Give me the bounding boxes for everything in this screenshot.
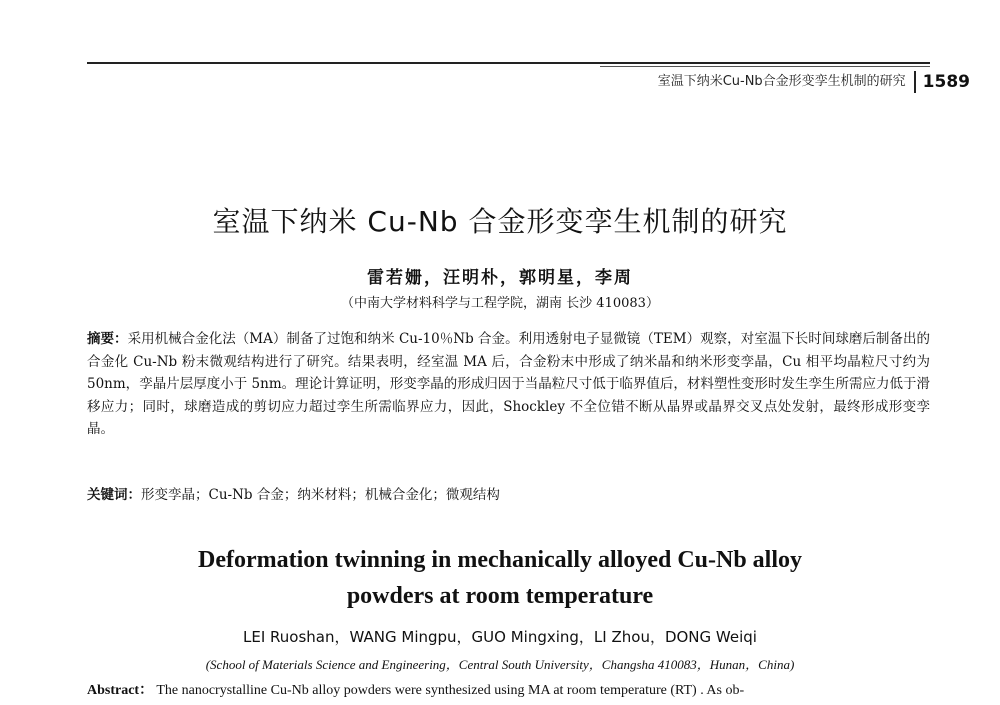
chinese-abstract-label: 摘要：	[87, 331, 128, 347]
english-title-line2: powders at room temperature	[346, 583, 654, 609]
chinese-authors: 雷若姗，汪明朴，郭明星，李周	[367, 268, 633, 288]
english-abstract	[87, 681, 930, 701]
chinese-abstract	[87, 328, 930, 441]
english-authors: LEI Ruoshan，WANG Mingpu，GUO Mingxing，LI Zhou，DONG Weiqi	[243, 628, 757, 646]
english-abstract-text: The nanocrystalline Cu-Nb alloy powders were synthesized using MA at room temperature (RT) . As ob-	[156, 683, 745, 698]
page-number: 1589	[922, 72, 970, 92]
english-affiliation: (School of Materials Science and Engineering，Central South University，Changsha 410083，Hunan，China)	[205, 657, 795, 672]
english-title	[0, 542, 1000, 614]
chinese-affiliation: （中南大学材料科学与工程学院，湖南 长沙 410083）	[341, 296, 659, 311]
chinese-keywords	[87, 484, 930, 506]
header-rule	[87, 62, 930, 64]
chinese-keywords-text: 形变孪晶；Cu-Nb 合金；纳米材料；机械合金化；微观结构	[141, 487, 500, 503]
chinese-title: 室温下纳米 Cu-Nb 合金形变孪生机制的研究	[212, 205, 788, 238]
english-abstract-label: Abstract：	[87, 683, 154, 698]
chinese-keywords-label: 关键词：	[87, 487, 141, 503]
running-title: 室温下纳米Cu-Nb合金形变孪生机制的研究	[658, 71, 916, 93]
english-title-line1: Deformation twinning in mechanically alloyed Cu-Nb alloy	[197, 547, 803, 573]
chinese-abstract-text: 采用机械合金化法（MA）制备了过饱和纳米 Cu-10％Nb 合金。利用透射电子显微镜（TEM）观察，对室温下长时间球磨后制备出的合金化 Cu-Nb 粉末微观结构进行了研究。结果表明，经室温 MA 后，合金粉末中形成了纳米晶和纳米形变孪晶，Cu 相平均晶粒尺寸约为 50nm，孪晶片层厚度小于 5nm。理论计算证明，形变孪晶的形成归因于当晶粒尺寸低于临界值后，材料塑性变形时发生孪生所需应力低于滑移应力；同时，球磨造成的剪切应力超过孪生所需临界应力，因此，Shockley 不全位错不断从晶界或晶界交叉点处发射，最终形成形变孪晶。	[87, 331, 930, 437]
running-header	[560, 70, 970, 94]
header-subrule	[600, 66, 930, 67]
